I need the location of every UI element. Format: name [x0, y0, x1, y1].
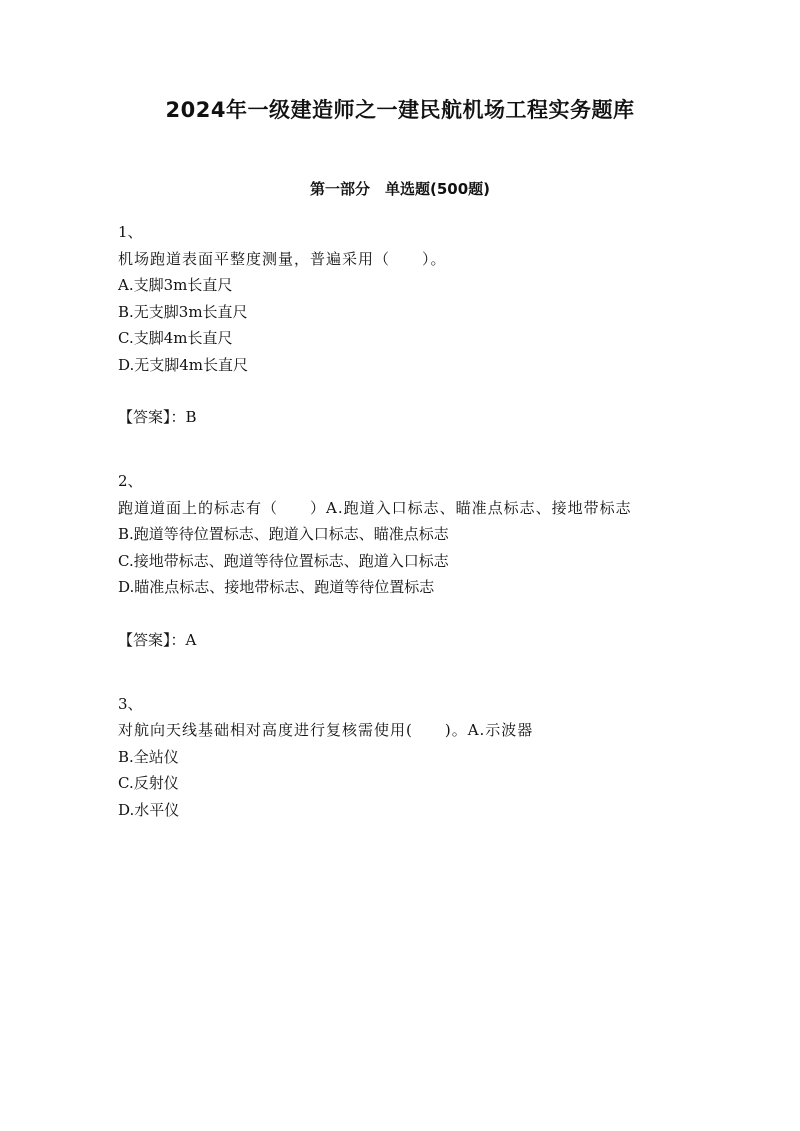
section-heading: 第一部分 单选题(500题) — [309, 180, 491, 198]
document-title: 2024年一级建造师之一建民航机场工程实务题库 — [165, 98, 635, 122]
question-stem: 机场跑道表面平整度测量，普遍采用（ ）。 — [118, 249, 447, 268]
question-3 — [118, 691, 700, 824]
answer-1: 【答案】：B — [118, 408, 197, 426]
question-number: 3、 — [118, 694, 143, 713]
answer-2: 【答案】：A — [118, 630, 197, 649]
option-d: D.水平仪 — [118, 800, 180, 819]
option-b: B.全站仪 — [118, 747, 179, 766]
question-stem: 对航向天线基础相对高度进行复核需使用( )。A.示波器 — [118, 721, 534, 739]
option-d: D.瞄准点标志、接地带标志、跑道等待位置标志 — [118, 578, 435, 596]
question-number: 1、 — [118, 223, 143, 241]
question-stem: 跑道道面上的标志有（ ）A.跑道入口标志、瞄准点标志、接地带标志 — [118, 498, 632, 517]
question-number: 2、 — [118, 472, 143, 490]
option-b: B.无支脚3m长直尺 — [118, 302, 248, 321]
option-c: C.支脚4m长直尺 — [118, 329, 233, 347]
option-b: B.跑道等待位置标志、跑道入口标志、瞄准点标志 — [118, 525, 449, 543]
option-d: D.无支脚4m长直尺 — [118, 355, 249, 374]
option-a: A.支脚3m长直尺 — [118, 276, 233, 294]
question-2 — [118, 468, 700, 601]
document-page — [0, 96, 800, 1131]
question-1 — [118, 219, 700, 378]
option-c: C.反射仪 — [118, 774, 179, 792]
option-c: C.接地带标志、跑道等待位置标志、跑道入口标志 — [118, 551, 449, 570]
